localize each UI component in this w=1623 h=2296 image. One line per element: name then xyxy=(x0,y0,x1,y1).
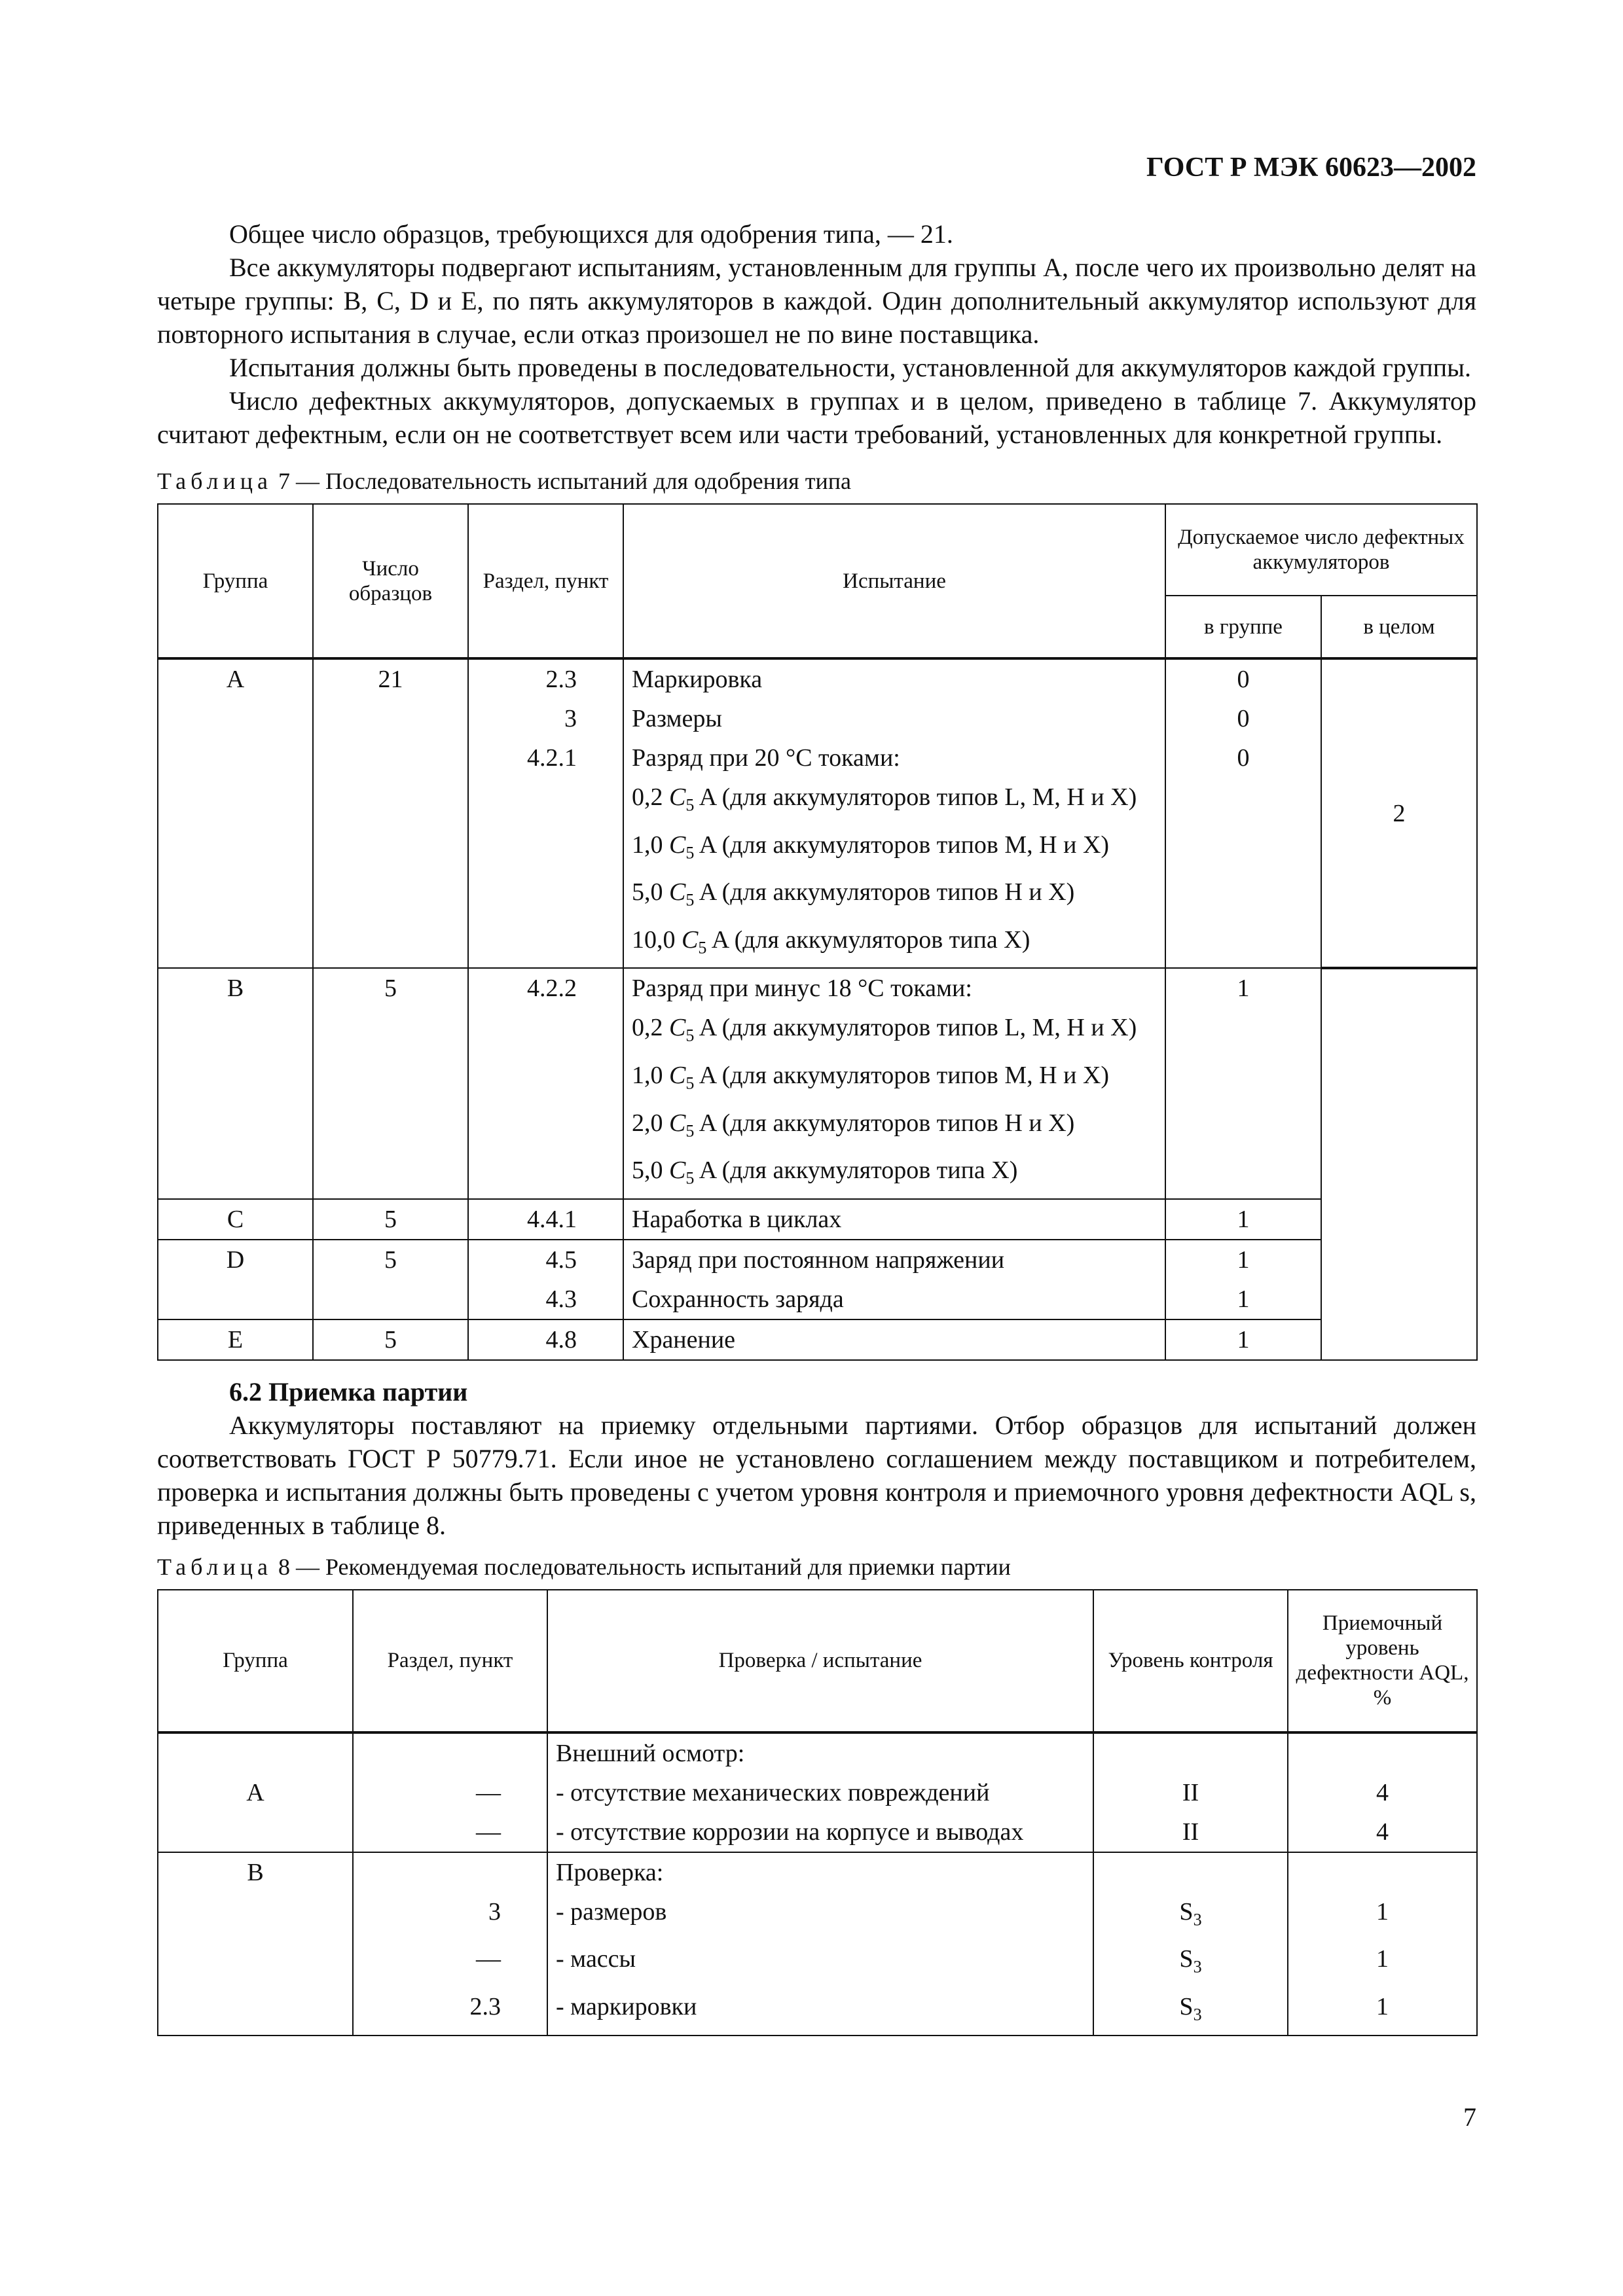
test-text-pre: 1,0 xyxy=(632,831,669,859)
t7-group-cell xyxy=(158,699,313,738)
table-row xyxy=(158,738,1477,778)
table-row xyxy=(158,1008,1477,1056)
intro-paragraph: Общее число образцов, требующихся для одобрения типа, — 21. xyxy=(229,219,953,249)
t7-test-cell xyxy=(623,1103,1165,1151)
t7-group-cell xyxy=(158,1103,313,1151)
table-row xyxy=(158,920,1477,969)
table8-body xyxy=(158,1732,1477,2036)
t8-header-clause: Раздел, пункт xyxy=(353,1590,547,1732)
t7-header-allowed: Допускаемое число дефектных аккумуляторов xyxy=(1165,504,1477,596)
t7-in-group-cell xyxy=(1165,778,1321,825)
t7-samples-cell xyxy=(313,1280,468,1319)
table-row xyxy=(158,872,1477,920)
t7-samples-cell xyxy=(313,778,468,825)
t8-aql-cell: 1 xyxy=(1288,1939,1477,1987)
t7-group-cell xyxy=(158,825,313,873)
t7-samples-cell: 21 xyxy=(313,658,468,699)
t7-header-clause: Раздел, пункт xyxy=(468,504,623,658)
intro-paragraph: Все аккумуляторы подвергают испытаниям, установленным для группы А, после чего их произвольно делят на четыре группы: В, С, D и Е, по пять аккумуляторов в каждой. Один дополнительный аккумулятор используют для повторного испытания в случае, если отказ произошел не по вине поставщика. xyxy=(157,253,1476,349)
test-subscript: 5 xyxy=(685,1073,695,1093)
t7-header-in-group: в группе xyxy=(1165,596,1321,658)
t7-test-cell: Заряд при постоянном напряжении xyxy=(623,1240,1165,1280)
intro-text xyxy=(157,217,1476,451)
level-symbol: S xyxy=(1179,1945,1194,1973)
t7-test-cell xyxy=(623,778,1165,825)
test-text-pre: 2,0 xyxy=(632,1109,669,1137)
t8-aql-cell: 4 xyxy=(1288,1812,1477,1852)
t8-group-cell xyxy=(158,1987,353,2036)
test-subscript: 5 xyxy=(698,938,707,958)
table-row xyxy=(158,1939,1477,1987)
test-symbol: C xyxy=(669,783,686,811)
t8-check-cell: Внешний осмотр: xyxy=(547,1732,1093,1773)
table-row xyxy=(158,1773,1477,1812)
t7-group-cell xyxy=(158,872,313,920)
t7-clause-cell xyxy=(468,1008,623,1056)
t7-test-cell xyxy=(623,1008,1165,1056)
t7-clause-cell xyxy=(468,825,623,873)
table7 xyxy=(157,503,1478,1361)
t8-header-check: Проверка / испытание xyxy=(547,1590,1093,1732)
table-row xyxy=(158,1199,1477,1240)
t7-header-samples: Число образцов xyxy=(313,504,468,658)
t7-in-group-cell: 0 xyxy=(1165,658,1321,699)
table-row xyxy=(158,1852,1477,1892)
t7-in-group-cell: 0 xyxy=(1165,738,1321,778)
t7-clause-cell: 2.3 xyxy=(468,658,623,699)
test-symbol: C xyxy=(669,1014,686,1042)
t7-clause-cell: 4.2.2 xyxy=(468,968,623,1008)
t8-group-cell xyxy=(158,1812,353,1852)
document-header: ГОСТ Р МЭК 60623—2002 xyxy=(1146,152,1476,183)
t7-test-cell: Маркировка xyxy=(623,658,1165,699)
t7-header-total: в целом xyxy=(1321,596,1477,658)
t7-samples-cell xyxy=(313,699,468,738)
test-text-post: A (для аккумуляторов типов M, H и X) xyxy=(694,831,1110,859)
table-row xyxy=(158,699,1477,738)
table-row xyxy=(158,1103,1477,1151)
t7-in-group-cell xyxy=(1165,1103,1321,1151)
test-text-pre: 0,2 xyxy=(632,783,669,811)
table-row xyxy=(158,1280,1477,1319)
t7-in-group-cell: 1 xyxy=(1165,1240,1321,1280)
table-row xyxy=(158,1240,1477,1280)
t7-test-cell: Размеры xyxy=(623,699,1165,738)
test-text-pre: 1,0 xyxy=(632,1061,669,1089)
table-row xyxy=(158,1151,1477,1199)
t7-group-cell: B xyxy=(158,968,313,1008)
t7-in-group-cell xyxy=(1165,1151,1321,1199)
t7-clause-cell: 4.4.1 xyxy=(468,1199,623,1240)
t7-group-cell: D xyxy=(158,1240,313,1280)
t7-test-cell: Наработка в циклах xyxy=(623,1199,1165,1240)
test-subscript: 5 xyxy=(685,890,695,910)
intro-paragraph: Число дефектных аккумуляторов, допускаемых в группах и в целом, приведено в таблице 7. Аккумулятор считают дефектным, если он не соответствует всем или части требований, установленных для конкретной группы. xyxy=(157,386,1476,449)
t8-check-cell: - размеров xyxy=(547,1892,1093,1940)
t7-group-cell xyxy=(158,778,313,825)
t8-group-cell xyxy=(158,1939,353,1987)
level-subscript: 3 xyxy=(1193,1910,1202,1929)
t7-group-cell xyxy=(158,920,313,969)
t7-test-cell: Сохранность заряда xyxy=(623,1280,1165,1319)
test-text-pre: 0,2 xyxy=(632,1014,669,1042)
t7-test-cell xyxy=(623,920,1165,969)
t8-clause-cell: — xyxy=(353,1773,547,1812)
t7-in-group-cell xyxy=(1165,1056,1321,1103)
t7-samples-cell xyxy=(313,1008,468,1056)
t8-level-cell xyxy=(1093,1892,1288,1940)
t8-header-level: Уровень контроля xyxy=(1093,1590,1288,1732)
test-text-pre: 5,0 xyxy=(632,1157,669,1185)
t8-aql-cell: 1 xyxy=(1288,1987,1477,2036)
test-subscript: 5 xyxy=(685,1026,695,1045)
t7-test-cell: Хранение xyxy=(623,1319,1165,1360)
t7-group-cell: A xyxy=(158,658,313,699)
t8-clause-cell: 3 xyxy=(353,1892,547,1940)
t7-samples-cell: 5 xyxy=(313,1319,468,1360)
t7-total-cell: 2 xyxy=(1321,658,1477,968)
t8-aql-cell: 1 xyxy=(1288,1892,1477,1940)
test-text-post: A (для аккумуляторов типов H и X) xyxy=(694,878,1075,906)
table8 xyxy=(157,1589,1478,2036)
t8-group-cell xyxy=(158,1892,353,1940)
t7-in-group-cell: 1 xyxy=(1165,1319,1321,1360)
t8-aql-cell: 4 xyxy=(1288,1773,1477,1812)
table-row xyxy=(158,1812,1477,1852)
t8-header-aql: Приемочный уровень дефектности AQL, % xyxy=(1288,1590,1477,1732)
t8-group-cell: А xyxy=(158,1773,353,1812)
t7-in-group-cell xyxy=(1165,825,1321,873)
t8-clause-cell: 2.3 xyxy=(353,1987,547,2036)
level-symbol: S xyxy=(1179,1992,1194,2020)
t7-group-cell: E xyxy=(158,1319,313,1360)
t7-samples-cell xyxy=(313,920,468,969)
t7-in-group-cell xyxy=(1165,1008,1321,1056)
t7-total-cell-empty xyxy=(1321,968,1477,1359)
level-symbol: S xyxy=(1179,1897,1194,1926)
t8-clause-cell: — xyxy=(353,1939,547,1987)
t8-clause-cell xyxy=(353,1732,547,1773)
test-symbol: C xyxy=(669,1109,686,1137)
level-subscript: 3 xyxy=(1193,1957,1202,1977)
t7-samples-cell xyxy=(313,1103,468,1151)
table7-body xyxy=(158,658,1477,1360)
t7-clause-cell xyxy=(468,778,623,825)
t7-group-cell xyxy=(158,1008,313,1056)
t7-clause-cell: 4.2.1 xyxy=(468,738,623,778)
t7-test-cell xyxy=(623,872,1165,920)
t7-test-cell xyxy=(623,1056,1165,1103)
t7-clause-cell xyxy=(468,872,623,920)
t8-check-cell: - отсутствие коррозии на корпусе и выводах xyxy=(547,1812,1093,1852)
test-text-post: A (для аккумуляторов типов M, H и X) xyxy=(694,1061,1110,1089)
t7-clause-cell xyxy=(468,1103,623,1151)
table-row xyxy=(158,968,1477,1008)
t7-group-cell xyxy=(158,738,313,778)
table8-caption: Таблица 8 — Рекомендуемая последовательность испытаний для приемки партии xyxy=(157,1553,1011,1580)
test-symbol: C xyxy=(669,1157,686,1185)
document-page xyxy=(157,151,1476,2036)
t7-group-cell xyxy=(158,1056,313,1103)
table-row xyxy=(158,825,1477,873)
table-row xyxy=(158,1056,1477,1103)
table-row xyxy=(158,1987,1477,2036)
t7-samples-cell xyxy=(313,1056,468,1103)
t7-test-cell: Разряд при минус 18 °С токами: xyxy=(623,968,1165,1008)
t7-samples-cell: 5 xyxy=(313,1240,468,1280)
level-subscript: 3 xyxy=(1193,2005,1202,2024)
t7-group-cell xyxy=(158,1280,313,1319)
t7-clause-cell xyxy=(468,1151,623,1199)
test-symbol: C xyxy=(669,1061,686,1089)
test-text-post: A (для аккумуляторов типов L, M, H и X) xyxy=(694,783,1137,811)
t7-samples-cell xyxy=(313,825,468,873)
t7-test-cell: Разряд при 20 °С токами: xyxy=(623,738,1165,778)
test-subscript: 5 xyxy=(685,795,695,815)
t7-samples-cell xyxy=(313,1151,468,1199)
t7-clause-cell xyxy=(468,1056,623,1103)
t7-in-group-cell: 1 xyxy=(1165,1199,1321,1240)
t8-level-cell: II xyxy=(1093,1812,1288,1852)
t8-aql-cell xyxy=(1288,1732,1477,1773)
section-paragraph: Аккумуляторы поставляют на приемку отдельными партиями. Отбор образцов для испытаний должен соответствовать ГОСТ Р 50779.71. Если иное не установлено соглашением между поставщиком и потребителем, проверка и испытания должны быть проведены с учетом уровня контроля и приемочного уровня дефектности AQL s, приведенных в таблице 8. xyxy=(157,1410,1476,1540)
t8-check-cell: - маркировки xyxy=(547,1987,1093,2036)
page-number: 7 xyxy=(1463,2102,1476,2132)
test-text-post: A (для аккумуляторов типов L, M, H и X) xyxy=(694,1014,1137,1042)
table-row xyxy=(158,778,1477,825)
test-symbol: C xyxy=(682,925,699,954)
t8-clause-cell: — xyxy=(353,1812,547,1852)
t8-check-cell: Проверка: xyxy=(547,1852,1093,1892)
t7-test-cell xyxy=(623,825,1165,873)
test-text-post: A (для аккумуляторов типа X) xyxy=(706,925,1030,954)
t7-in-group-cell: 1 xyxy=(1165,1280,1321,1319)
t7-clause-cell: 4.8 xyxy=(468,1319,623,1360)
t8-level-cell xyxy=(1093,1939,1288,1987)
t8-clause-cell xyxy=(353,1852,547,1892)
table-row xyxy=(158,1732,1477,1773)
t7-header-test: Испытание xyxy=(623,504,1165,658)
t8-header-group: Группа xyxy=(158,1590,353,1732)
t8-level-cell xyxy=(1093,1987,1288,2036)
t8-check-cell: - массы xyxy=(547,1939,1093,1987)
t7-test-cell xyxy=(623,1151,1165,1199)
t7-clause-cell xyxy=(468,920,623,969)
t7-in-group-cell: 0 xyxy=(1165,699,1321,738)
test-subscript: 5 xyxy=(685,843,695,863)
t7-clause-cell: 3 xyxy=(468,699,623,738)
table-row xyxy=(158,1892,1477,1940)
t7-clause-cell: 4.3 xyxy=(468,1280,623,1319)
t7-samples-cell xyxy=(313,872,468,920)
test-text-pre: 10,0 xyxy=(632,925,682,954)
test-symbol: C xyxy=(669,878,686,906)
t7-samples-cell: 5 xyxy=(313,968,468,1008)
test-subscript: 5 xyxy=(685,1168,695,1188)
section-heading: 6.2 Приемка партии xyxy=(229,1376,468,1407)
t7-samples-cell xyxy=(313,738,468,778)
test-symbol: C xyxy=(669,831,686,859)
t8-group-cell xyxy=(158,1732,353,1773)
t8-check-cell: - отсутствие механических повреждений xyxy=(547,1773,1093,1812)
test-text-post: A (для аккумуляторов типа X) xyxy=(694,1157,1018,1185)
test-subscript: 5 xyxy=(685,1121,695,1141)
table-row xyxy=(158,658,1477,699)
table-row xyxy=(158,1319,1477,1360)
table7-caption: Таблица 7 — Последовательность испытаний для одобрения типа xyxy=(157,468,851,494)
t7-in-group-cell xyxy=(1165,920,1321,969)
t7-samples-cell: 5 xyxy=(313,1199,468,1240)
t8-aql-cell xyxy=(1288,1852,1477,1892)
intro-paragraph: Испытания должны быть проведены в последовательности, установленной для аккумуляторов каждой группы. xyxy=(229,353,1472,382)
t7-group-cell: C xyxy=(158,1199,313,1240)
t7-clause-cell: 4.5 xyxy=(468,1240,623,1280)
t7-in-group-cell xyxy=(1165,872,1321,920)
test-text-post: A (для аккумуляторов типов H и X) xyxy=(694,1109,1075,1137)
t8-group-cell: В xyxy=(158,1852,353,1892)
t8-level-cell: II xyxy=(1093,1773,1288,1812)
test-text-pre: 5,0 xyxy=(632,878,669,906)
t7-in-group-cell: 1 xyxy=(1165,968,1321,1008)
t8-level-cell xyxy=(1093,1852,1288,1892)
t8-level-cell xyxy=(1093,1732,1288,1773)
t7-group-cell xyxy=(158,1151,313,1199)
t7-header-group: Группа xyxy=(158,504,313,658)
